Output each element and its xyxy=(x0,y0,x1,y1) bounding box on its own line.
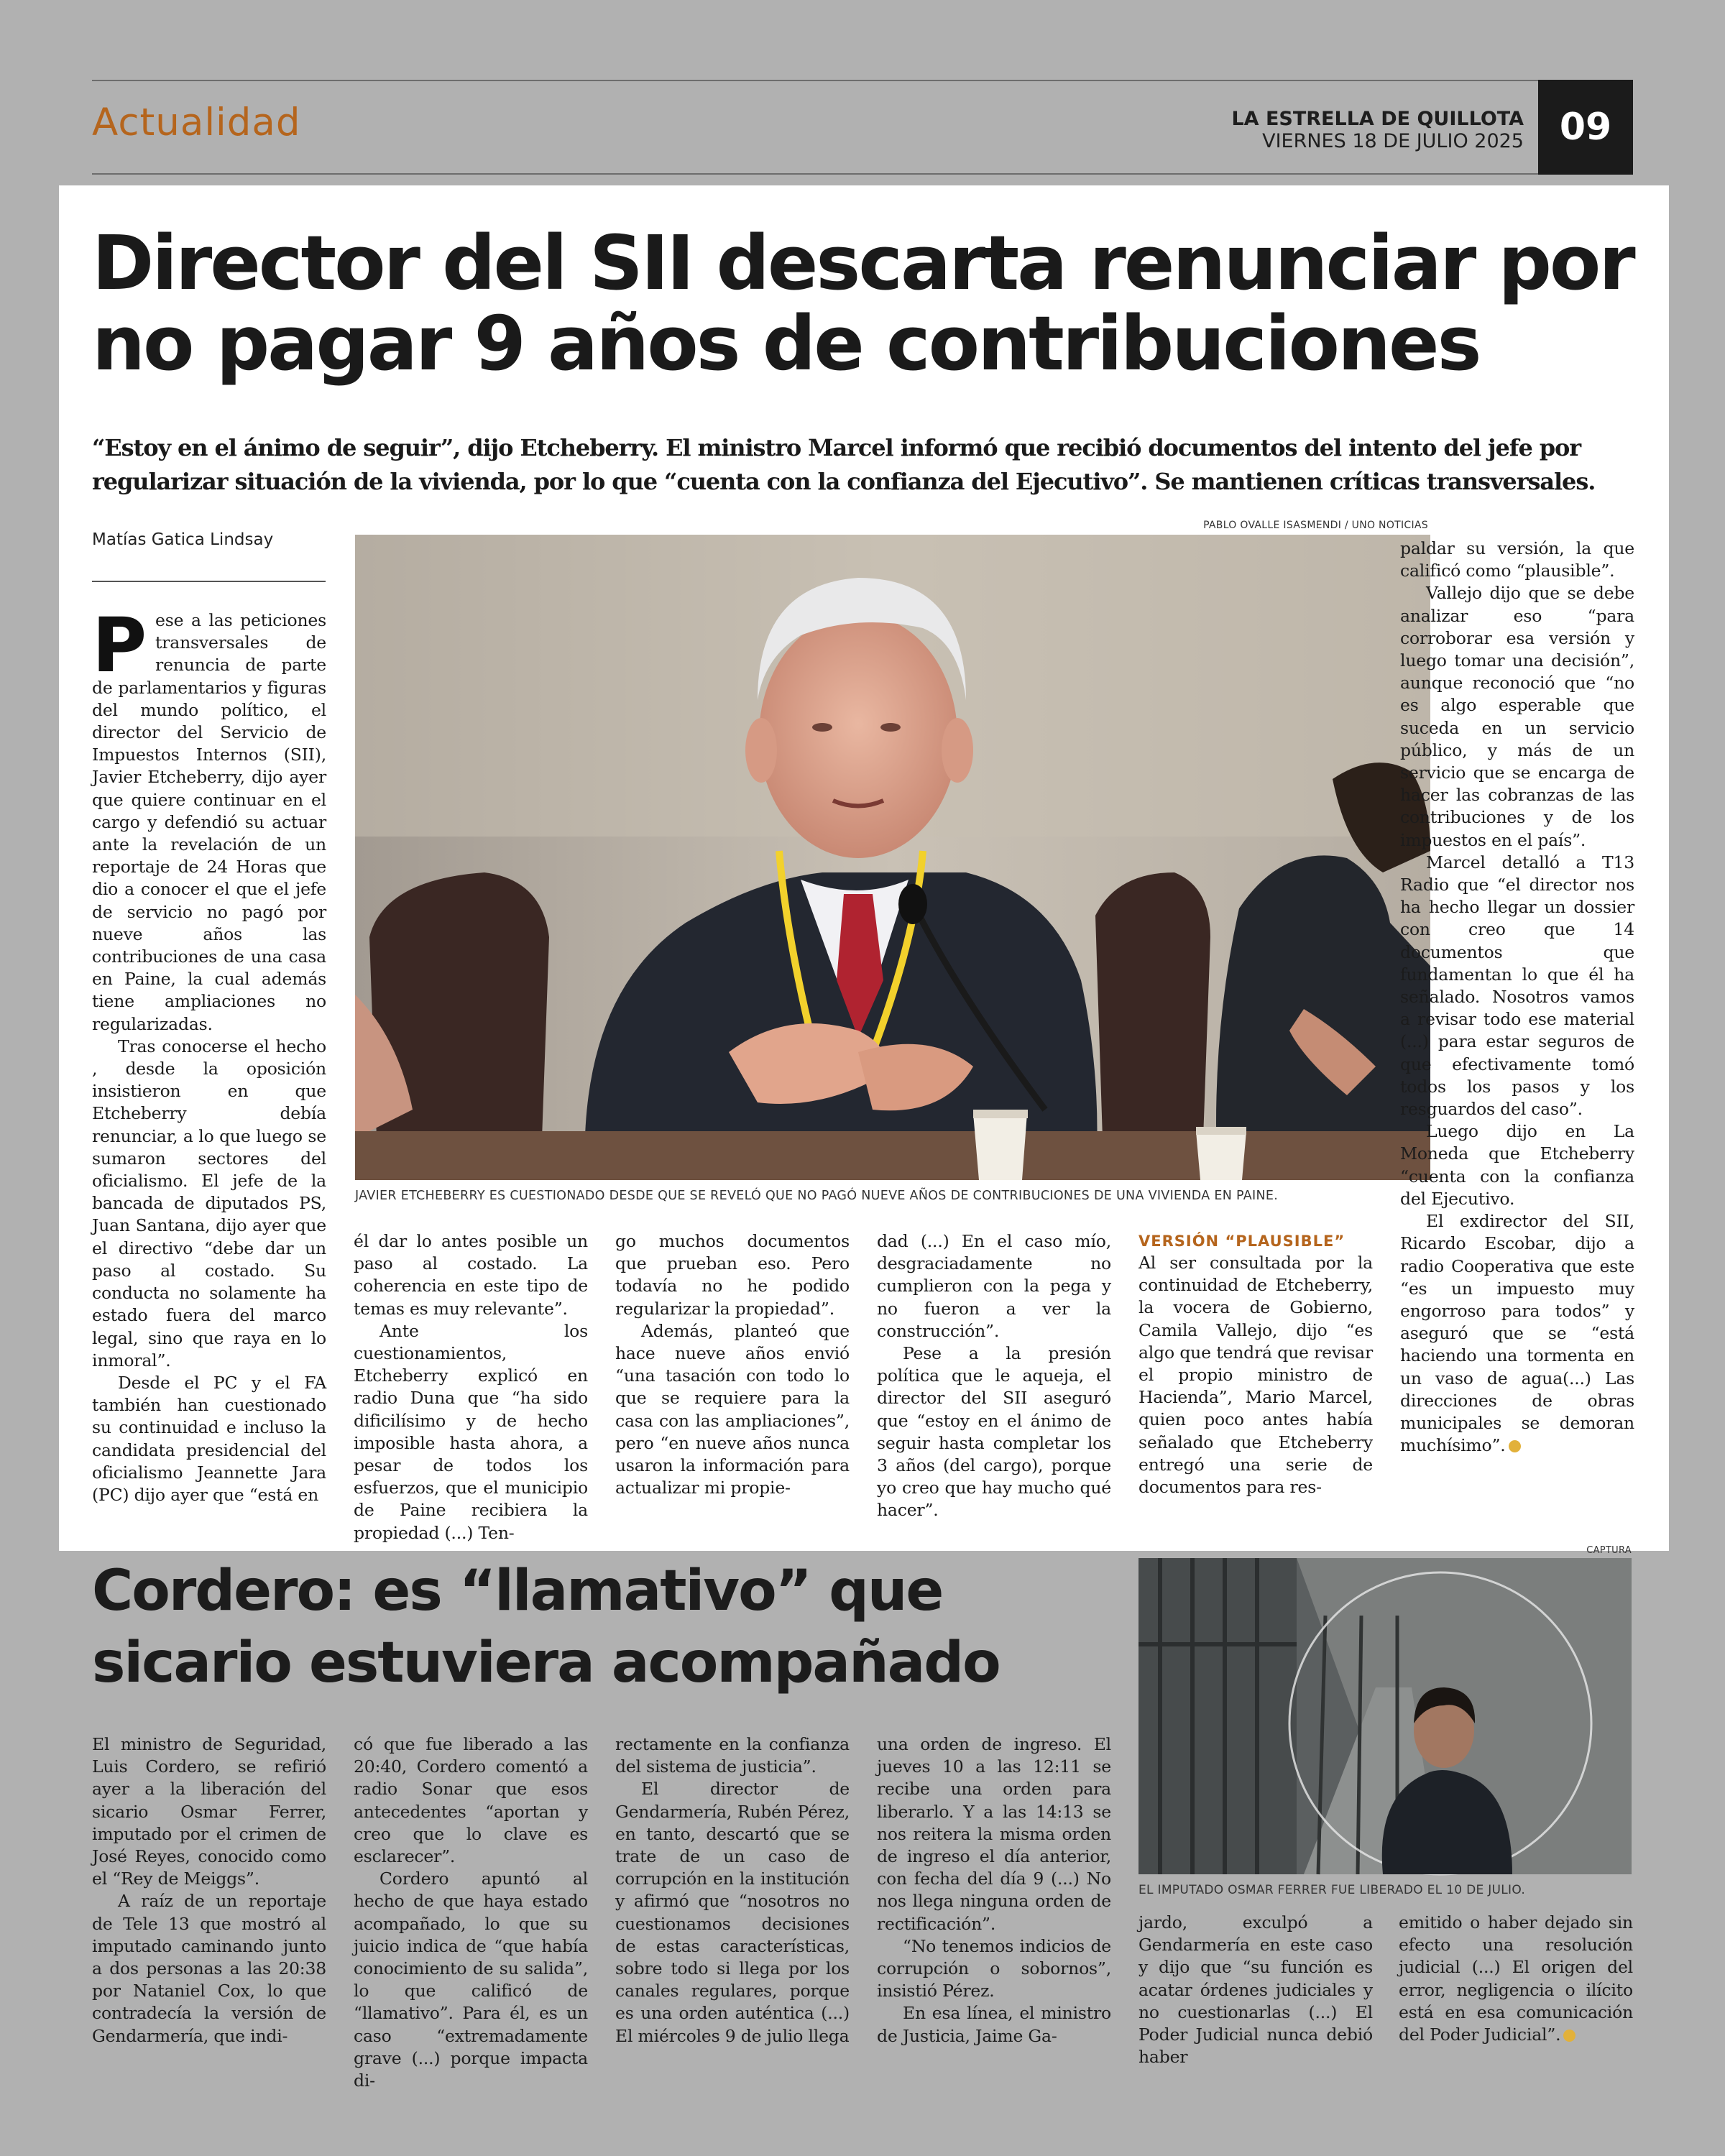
main-col3-para1: go muchos documentos que prueban eso. Pero todavía no he podido regularizar la propiedad”. xyxy=(615,1231,850,1319)
main-column-1 xyxy=(92,602,326,1522)
second-photo-caption: EL IMPUTADO OSMAR FERRER FUE LIBERADO EL 10 DE JULIO. xyxy=(1138,1883,1526,1897)
main-headline-line2: no pagar 9 años de contribuciones xyxy=(92,300,1480,387)
main-column-5 xyxy=(1138,1230,1373,1532)
main-col1-para2: Tras conocerse el hecho , desde la oposición insistieron en que Etcheberry debía renunciar, a lo que luego se sumaron sectores del oficialismo. El jefe de la bancada de diputados PS, Juan Santana, dijo ayer que el directivo “debe dar un paso al costado. Su conducta no solamente ha estado fuera del marco legal, sino que raya en lo inmoral”. xyxy=(92,1036,326,1370)
second-col5-para1: jardo, exculpó a Gendarmería en este caso y dijo que “su función es acatar órdenes judiciales y no cuestionarlas (...) El Poder Judicial nunca debió haber xyxy=(1138,1912,1373,2068)
main-col1-para3: Desde el PC y el FA también han cuestionado su continuidad e incluso la candidata presidencial del oficialismo Jeannette Jara (PC) dijo ayer que “está en xyxy=(92,1372,326,1505)
second-col3-para1: rectamente en la confianza del sistema de justicia”. xyxy=(615,1734,850,1777)
header-bottom-rule xyxy=(92,173,1538,175)
main-col6-para1: paldar su versión, la que calificó como “plausible”. xyxy=(1400,538,1634,581)
second-end-of-article-icon xyxy=(1563,2030,1576,2042)
main-col4-para2: Pese a la presión política que le aqueja, el director del SII aseguró que “estoy en el ánimo de seguir hasta completar los 3 años (del cargo), porque yo creo que hay mucho qué hacer”. xyxy=(877,1343,1111,1521)
second-col4-para1: una orden de ingreso. El jueves 10 a las 12:11 se recibe una orden para liberarlo. Y a las 14:13 se nos reitera la misma orden de ingreso el día anterior, con fecha del día 9 (...) No nos llega ninguna orden de rectificación”. xyxy=(877,1734,1111,1934)
second-photo-credit: CAPTURA xyxy=(1586,1545,1632,1556)
page-number: 09 xyxy=(1538,80,1633,175)
main-column-6 xyxy=(1400,538,1634,1529)
main-col3-para2: Además, planteó que hace nueve años envió “una tasación con todo lo que se requiere para la casa con las ampliaciones”, pero “en nueve años nunca usaron la información para actualizar mi propie- xyxy=(615,1320,850,1498)
issue-date: VIERNES 18 DE JULIO 2025 xyxy=(1262,130,1524,152)
header-top-rule xyxy=(92,80,1632,81)
main-column-2 xyxy=(354,1230,588,1543)
main-col6-para3: Marcel detalló a T13 Radio que “el director nos ha hecho llegar un dossier con creo que 14 documentos que fundamentan lo que él ha señalado. Nosotros vamos a revisar todo ese material (...) para estar seguros de que efectivamente tomó todos los pasos y los resguardos del caso”. xyxy=(1400,852,1634,1120)
second-col6-para1: emitido o haber dejado sin efecto una resolución judicial (...) El origen del error, negligencia o ilícito está en esa comunicación del Poder Judicial”. xyxy=(1399,1912,1633,2045)
second-column-5 xyxy=(1138,1912,1373,2078)
main-col2-para2: Ante los cuestionamientos, Etcheberry explicó en radio Duna que “ha sido dificilísimo y de hecho imposible hasta ahora, a pesar de todos los esfuerzos, que el municipio de Paine recibiera la propiedad (...) Ten- xyxy=(354,1320,588,1543)
main-col6-para4: Luego dijo en La Moneda que Etcheberry “cuenta con la confianza del Ejecutivo. xyxy=(1400,1121,1634,1209)
dropcap-letter: P xyxy=(92,602,147,689)
second-col3-para2: El director de Gendarmería, Rubén Pérez, en tanto, descartó que se trate de un caso de corrupción en la institución y afirmó que “nosotros no cuestionamos decisiones de estas características, sobre todo si llega por los canales regulares, porque es una orden auténtica (...) El miércoles 9 de julio llega xyxy=(615,1779,850,2046)
main-col1-para1: ese a las peticiones transversales de renuncia de parte de parlamentarios y figuras del mundo político, el director del Servicio de Impuestos Internos (SII), Javier Etcheberry, dijo ayer que quiere continuar en el cargo y defendió su actuar ante la revelación de un reportaje de 24 Horas que dio a conocer el que el jefe de servicio no pagó por nueve años las contribuciones de una casa en Paine, la cual además tiene ampliaciones no regularizadas. xyxy=(92,610,326,1034)
second-column-2 xyxy=(354,1733,588,2091)
second-col4-para3: En esa línea, el ministro de Justicia, Jaime Ga- xyxy=(877,2003,1111,2046)
newspaper-name: LA ESTRELLA DE QUILLOTA xyxy=(1231,108,1524,130)
main-col6-para2: Vallejo dijo que se debe analizar eso “para corroborar esa versión y luego tomar una decisión”, aunque reconoció que “no es algo esperable que suceda en un servicio público, y más de un servicio que se encarga de hacer las cobranzas de las contribuciones y de los impuestos en el país”. xyxy=(1400,583,1634,850)
second-headline-line1: Cordero: es “llamativo” que xyxy=(92,1559,943,1623)
second-col4-para2: “No tenemos indicios de corrupción o sobornos”, insistió Pérez. xyxy=(877,1935,1111,2001)
main-column-3 xyxy=(615,1230,850,1532)
main-photo-caption: JAVIER ETCHEBERRY ES CUESTIONADO DESDE QUE SE REVELÓ QUE NO PAGÓ NUEVE AÑOS DE CONTRIBUCIONES DE UNA VIVIENDA EN PAINE. xyxy=(355,1189,1279,1203)
main-column-4 xyxy=(877,1230,1111,1532)
main-col6-para5: El exdirector del SII, Ricardo Escobar, dijo a radio Cooperativa que este “es un impuesto muy engorroso para todos” y aseguró que se “está haciendo una tormenta en un vaso de agua(...) Las direcciones de obras municipales se demoran muchísimo”. xyxy=(1400,1211,1634,1456)
second-column-1 xyxy=(92,1733,326,2078)
section-label: Actualidad xyxy=(92,101,301,144)
main-article-panel xyxy=(59,185,1669,1551)
main-headline-line1: Director del SII descarta renunciar por xyxy=(92,219,1634,307)
second-col2-para2: Cordero apuntó al hecho de que haya estado acompañado, lo que su juicio indica de “que había conocimiento de su salida”, lo que calificó de “llamativo”. Para él, es un caso “extremadamente grave (...) porque impacta di- xyxy=(354,1869,588,2091)
second-column-3 xyxy=(615,1733,850,2078)
second-col1-para1: El ministro de Seguridad, Luis Cordero, se refirió ayer a la liberación del sicario Osmar Ferrer, imputado por el crimen de José Reyes, conocido como el “Rey de Meiggs”. xyxy=(92,1734,326,1889)
second-column-4 xyxy=(877,1733,1111,2078)
main-photo xyxy=(355,535,1430,1180)
main-photo-credit: PABLO OVALLE ISASMENDI / UNO NOTICIAS xyxy=(1203,520,1428,531)
second-column-6 xyxy=(1399,1912,1633,2078)
byline: Matías Gatica Lindsay xyxy=(92,530,274,549)
second-photo xyxy=(1138,1558,1632,1874)
byline-rule xyxy=(92,581,326,582)
end-of-article-icon xyxy=(1509,1440,1521,1452)
main-col2-para1: él dar lo antes posible un paso al costado. La coherencia en este tipo de temas es muy relevante”. xyxy=(354,1231,588,1319)
main-col4-para1: dad (...) En el caso mío, desgraciadamente no cumplieron con la pega y no fueron a ver la construcción”. xyxy=(877,1231,1111,1341)
main-col5-para1: Al ser consultada por la continuidad de Etcheberry, la vocera de Gobierno, Camila Vallejo, dijo “es algo que tendrá que revisar el propio ministro de Hacienda”, Mario Marcel, quien poco antes había señalado que Etcheberry entregó una serie de documentos para res- xyxy=(1138,1253,1373,1498)
second-col1-para2: A raíz de un reportaje de Tele 13 que mostró al imputado caminando junto a dos personas a las 20:38 por Nataniel Cox, lo que contradecía la versión de Gendarmería, que indi- xyxy=(92,1891,326,2046)
main-deck-line1: “Estoy en el ánimo de seguir”, dijo Etcheberry. El ministro Marcel informó que recibió documentos del intento del jefe por xyxy=(92,434,1581,461)
second-headline-line2: sicario estuviera acompañado xyxy=(92,1631,1000,1695)
second-col2-para1: có que fue liberado a las 20:40, Cordero comentó a radio Sonar que esos antecedentes “aportan y creo que lo clave es esclarecer”. xyxy=(354,1734,588,1867)
main-deck-line2: regularizar situación de la vivienda, por lo que “cuenta con la confianza del Ejecutivo”. Se mantienen críticas transversales. xyxy=(92,468,1596,495)
main-subhead: VERSIÓN “PLAUSIBLE” xyxy=(1138,1233,1346,1250)
